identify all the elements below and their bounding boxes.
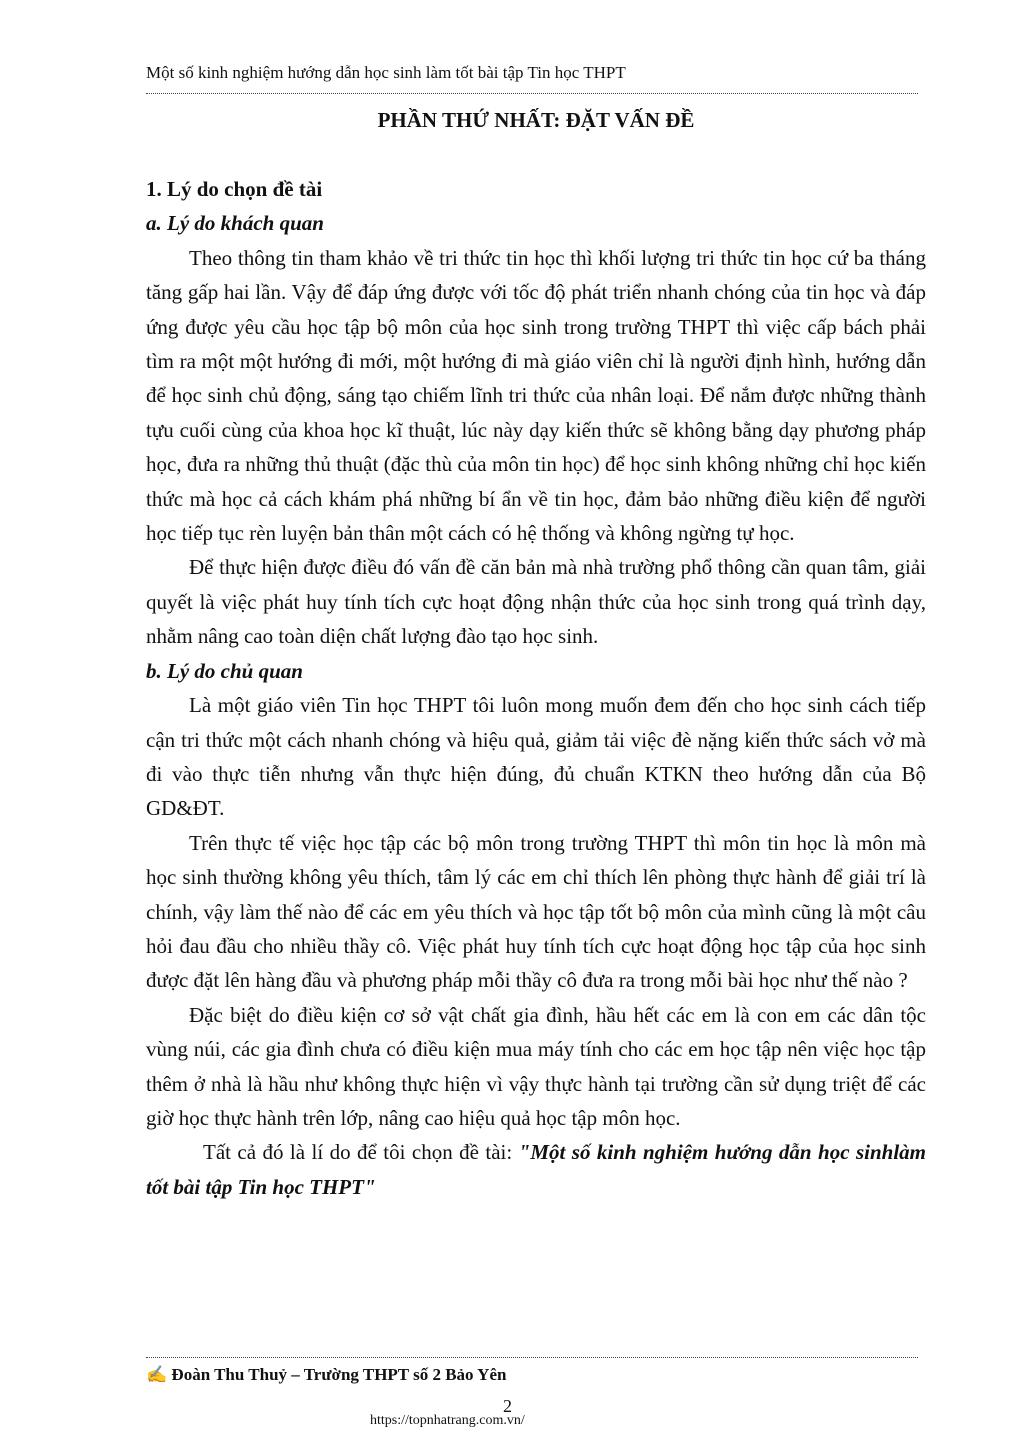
paragraph-5: Đặc biệt do điều kiện cơ sở vật chất gia đình, hầu hết các em là con em các dân tộc vùng núi, các gia đình chưa có điều kiện mua máy tính cho các em học tập nên việc học tập thêm ở nhà là hầu như không thực hiện vì vậy thực hành tại trường cần sử dụng triệt để các giờ học thực hành trên lớp, nâng cao hiệu quả học tập môn học. bbox=[146, 1002, 926, 1130]
document-body bbox=[146, 172, 926, 1204]
header-divider bbox=[146, 93, 918, 94]
paragraph-3: Là một giáo viên Tin học THPT tôi luôn mong muốn đem đến cho học sinh cách tiếp cận tri thức một cách nhanh chóng và hiệu quả, giảm tải việc đè nặng kiến thức sách vở mà đi vào thực tiễn nhưng vẫn thực hiện đúng, đủ chuẩn KTKN theo hướng dẫn của Bộ GD&ĐT. bbox=[146, 693, 926, 821]
section-title: PHẦN THỨ NHẤT: ĐẶT VẤN ĐỀ bbox=[377, 108, 695, 132]
writing-hand-icon: ✍ bbox=[146, 1365, 168, 1384]
author-name: Đoàn Thu Thuỷ – Trường THPT số 2 Bảo Yên bbox=[171, 1365, 507, 1384]
heading-reasons: 1. Lý do chọn đề tài bbox=[146, 177, 323, 201]
paragraph-4: Trên thực tế việc học tập các bộ môn trong trường THPT thì môn tin học là môn mà học sinh thường không yêu thích, tâm lý các em chỉ thích lên phòng thực hành để giải trí là chính, vậy làm thế nào để các em yêu thích và học tập tốt bộ môn của mình cũng là một câu hỏi đau đầu cho nhiều thầy cô. Việc phát huy tính tích cực hoạt động học tập của học sinh được đặt lên hàng đầu và phương pháp mỗi thầy cô đưa ra trong mỗi bài học như thế nào ? bbox=[146, 830, 926, 993]
paragraph-2: Để thực hiện được điều đó vấn đề căn bản mà nhà trường phổ thông cần quan tâm, giải quyết là việc phát huy tính tích cực hoạt động nhận thức của học sinh trong quá trình dạy, nhằm nâng cao toàn diện chất lượng đào tạo học sinh. bbox=[146, 555, 926, 649]
page-number: 2 bbox=[503, 1396, 512, 1416]
topic-title: "Một số kinh nghiệm hướng dẫn học sinhlàm tốt bài tập Tin học THPT" bbox=[146, 1140, 926, 1199]
topic-lead: Tất cả đó là lí do để tôi chọn đề tài: bbox=[203, 1140, 519, 1165]
paragraph-6 bbox=[146, 1135, 926, 1204]
subheading-objective: a. Lý do khách quan bbox=[146, 211, 324, 236]
source-url[interactable]: https://topnhatrang.com.vn/ bbox=[370, 1413, 525, 1428]
subheading-subjective: b. Lý do chủ quan bbox=[146, 658, 303, 683]
footer-author bbox=[146, 1364, 506, 1386]
footer-divider bbox=[146, 1357, 918, 1358]
paragraph-1: Theo thông tin tham khảo về tri thức tin học thì khối lượng tri thức tin học cứ ba tháng tăng gấp hai lần. Vậy để đáp ứng được với tốc độ phát triển nhanh chóng của tin học và đáp ứng được yêu cầu học tập bộ môn của học sinh trong trường THPT thì việc cấp bách phải tìm ra một một hướng đi mới, một hướng đi mà giáo viên chỉ là người định hình, hướng dẫn để học sinh chủ động, sáng tạo chiếm lĩnh tri thức của nhân loại. Để nắm được những thành tựu cuối cùng của khoa học kĩ thuật, lúc này dạy kiến thức sẽ không bằng dạy phương pháp học, đưa ra những thủ thuật (đặc thù của môn tin học) để học sinh không những chỉ học kiến thức mà học cả cách khám phá những bí ẩn về tin học, đảm bảo những điều kiện để người học tiếp tục rèn luyện bản thân một cách có hệ thống và không ngừng tự học. bbox=[146, 245, 926, 546]
running-header: Một số kinh nghiệm hướng dẫn học sinh làm tốt bài tập Tin học THPT bbox=[146, 63, 626, 82]
